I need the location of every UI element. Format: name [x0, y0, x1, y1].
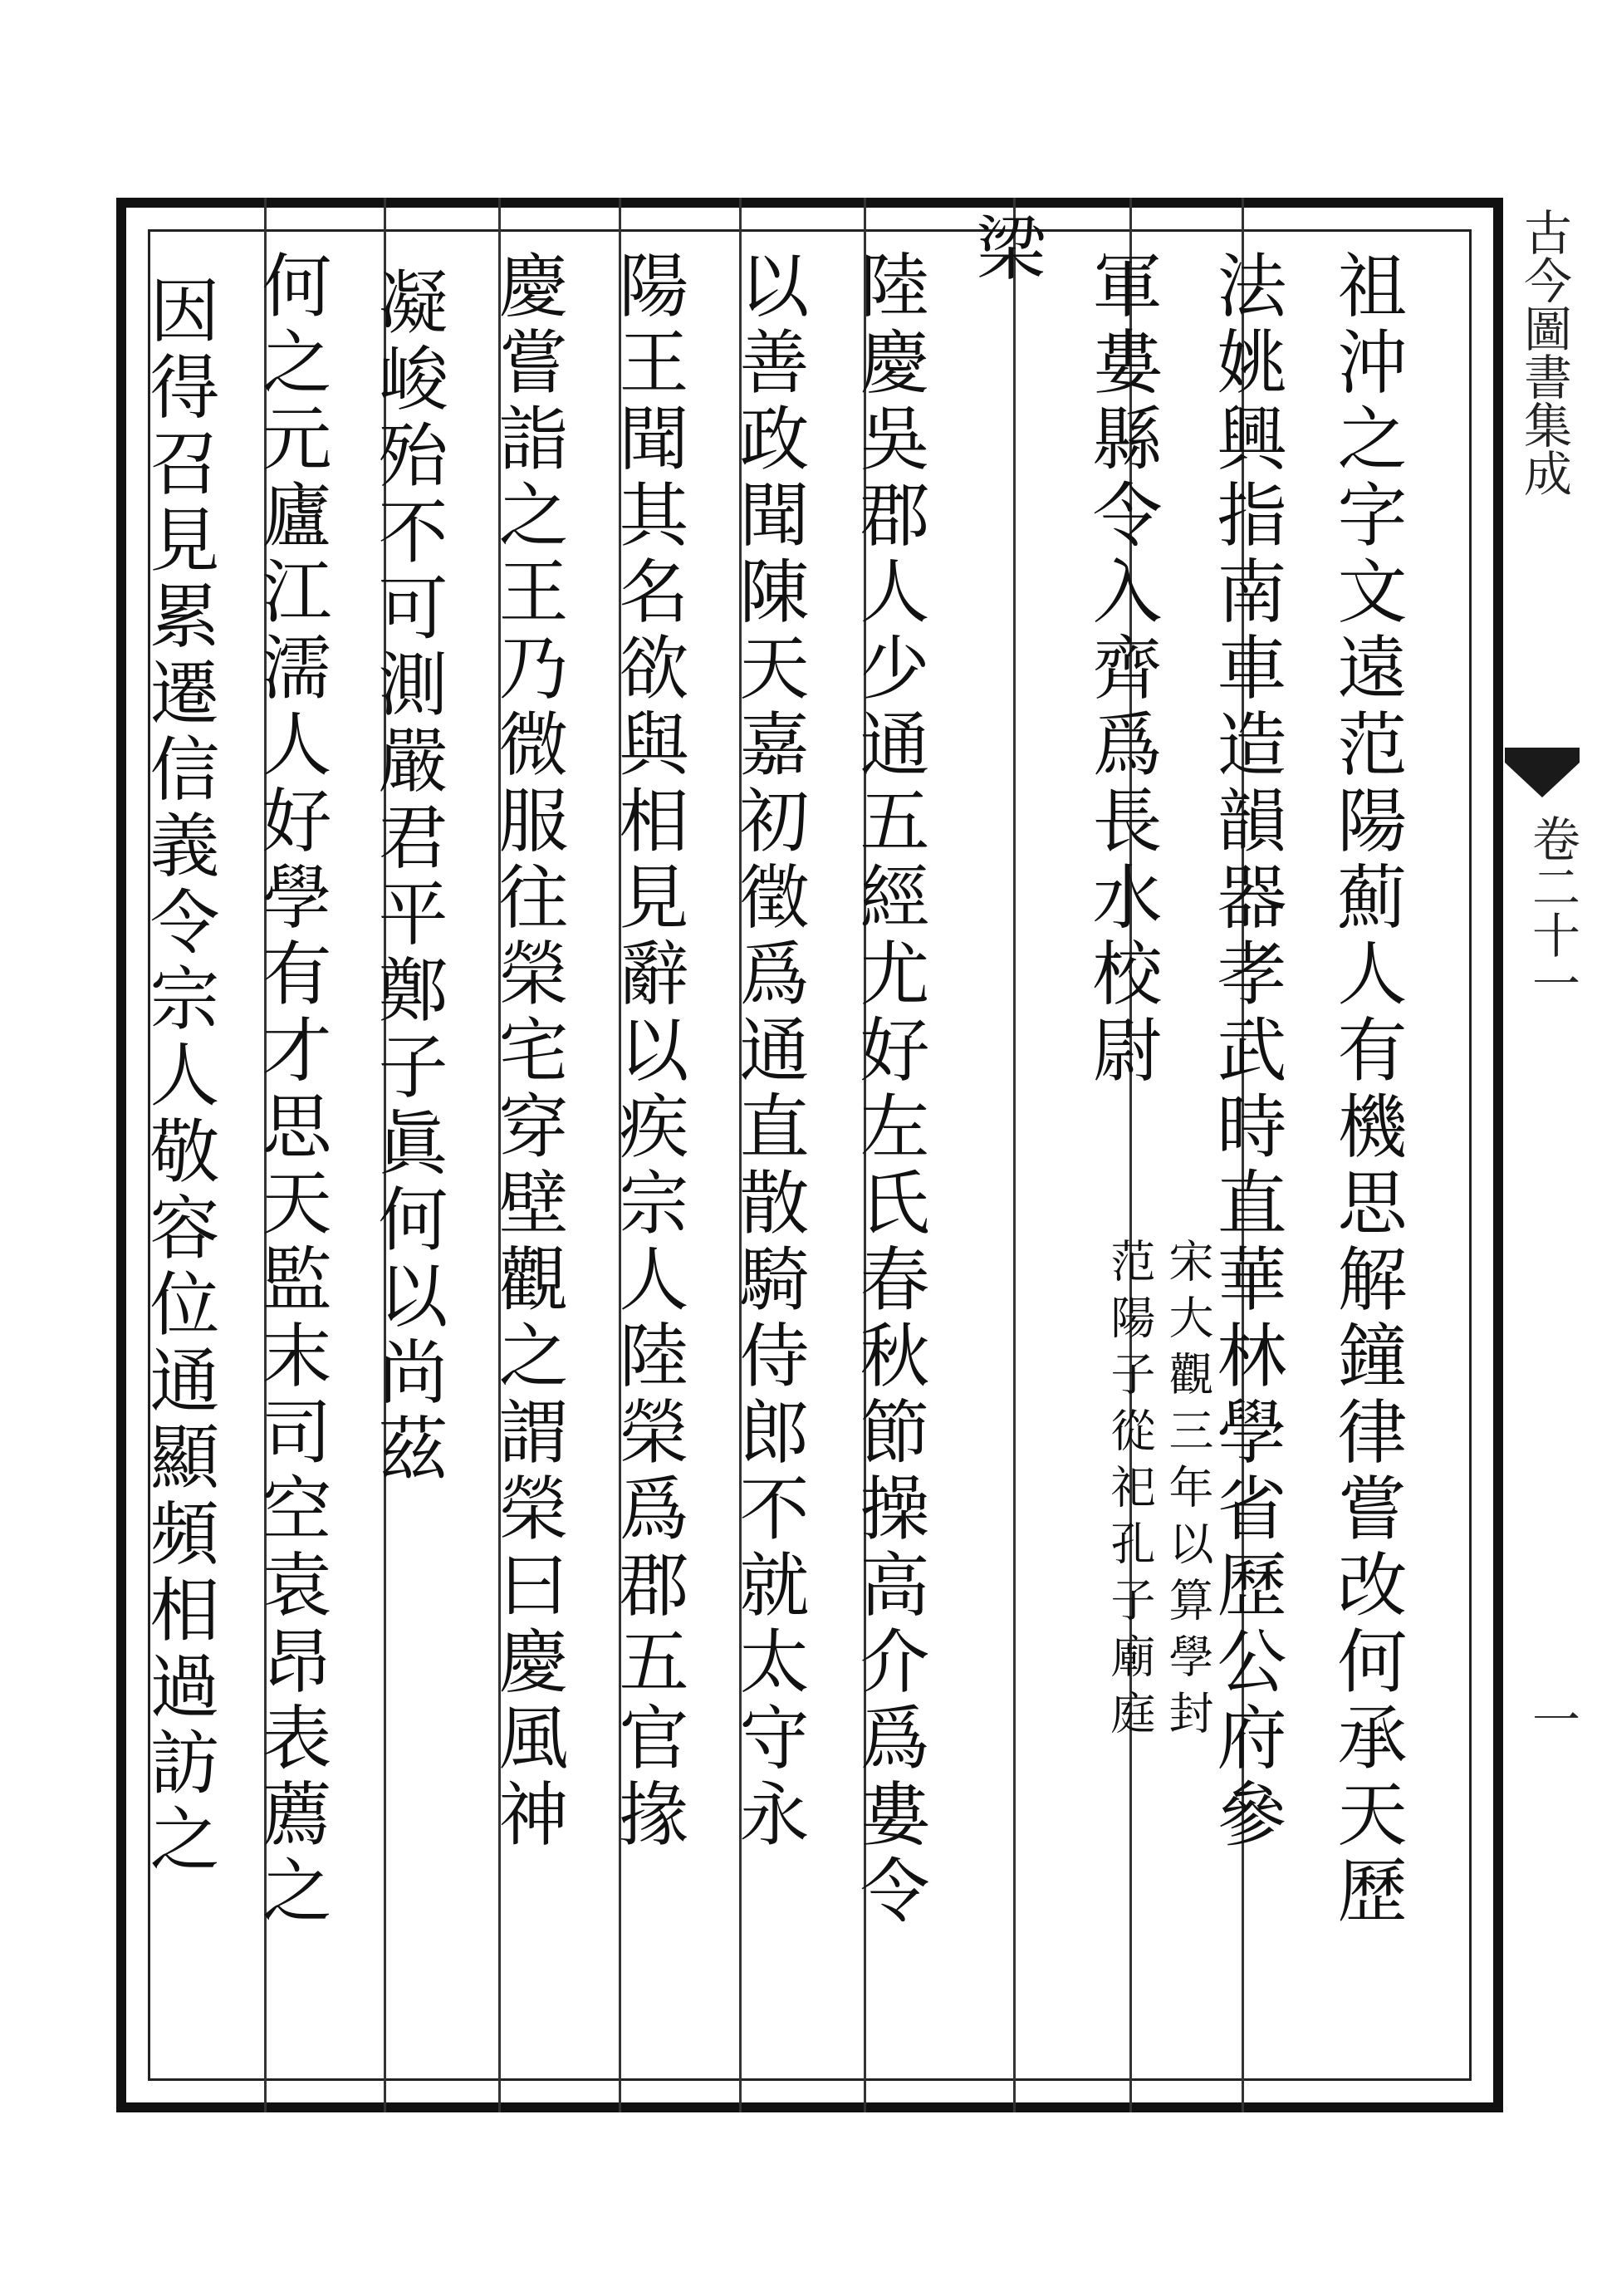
text-column-4: 陸慶吳郡人少通五經尤好左氏春秋節操高介爲婁令	[849, 249, 930, 1931]
text-column-5: 以善政聞陳天嘉初徵爲通直散騎侍郎不就太守永	[728, 249, 810, 1854]
annotation-column-2: 范陽子從祀孔子廟庭	[1104, 1238, 1156, 1746]
text-column-8: 凝峻殆不可測嚴君平鄭子眞何以尚茲	[367, 266, 448, 1489]
book-title: 古今圖書集成	[1516, 208, 1572, 497]
text-column-7: 慶嘗詣之王乃微服往榮宅穿壁觀之謂榮曰慶風神	[487, 249, 569, 1854]
annotation-column-1: 宋大觀三年以算學封	[1162, 1238, 1214, 1746]
column-rule	[1013, 198, 1016, 2112]
page-number: 一	[1524, 1695, 1580, 1743]
text-column-9: 何之元廬江濡人好學有才思天監末司空袁昂表薦之	[251, 249, 332, 1931]
dynasty-heading: 梁	[965, 212, 1046, 288]
text-column-2: 法姚興指南車造韻器孝武時直華林學省歷公府參	[1206, 249, 1287, 1854]
text-column-10: 因得召見累遷信義令宗人敬容位通顯頻相過訪之	[139, 274, 220, 1879]
text-column-6: 陽王聞其名欲與相見辭以疾宗人陸榮爲郡五官掾	[608, 249, 689, 1854]
text-column-3: 軍婁縣令入齊爲長水校尉	[1081, 249, 1163, 1090]
volume-label: 卷二十一	[1524, 814, 1580, 1007]
text-column-1: 祖沖之字文遠范陽薊人有機思解鐘律嘗改何承天歷	[1326, 249, 1408, 1931]
